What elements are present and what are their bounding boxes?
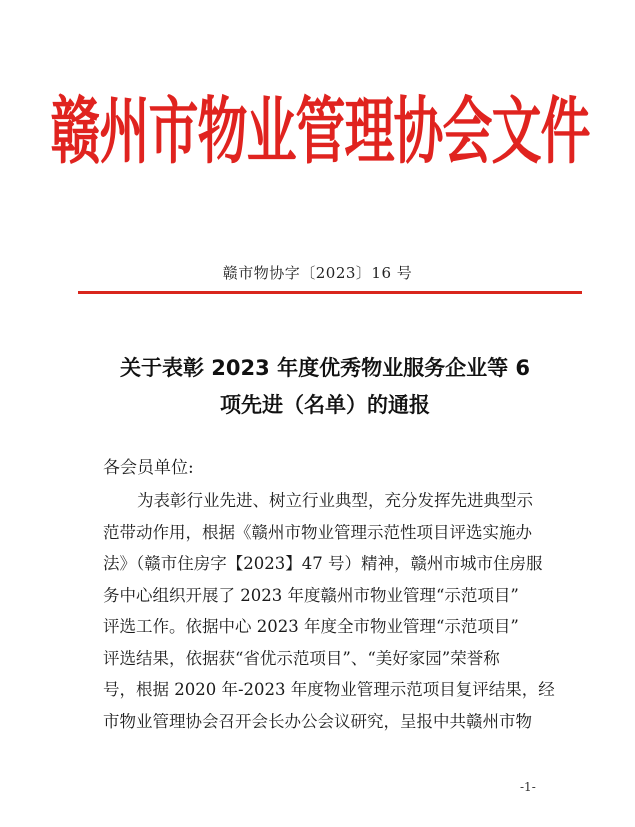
body-line: 为表彰行业先进、树立行业典型，充分发挥先进典型示 (137, 491, 533, 510)
salutation: 各会员单位: (103, 458, 194, 478)
document-number: 赣市物协字〔2023〕16 号 (222, 264, 413, 282)
masthead-title: 赣州市物业管理协会文件 (50, 89, 590, 175)
body-line: 号，根据 2020 年-2023 年度物业管理示范项目复评结果，经 (103, 680, 555, 699)
body-line: 评选结果，依据获“省优示范项目”、“美好家园”荣誉称 (103, 648, 500, 668)
notice-title-line-1: 关于表彰 2023 年度优秀物业服务企业等 6 (120, 356, 530, 380)
body-paragraph (103, 485, 573, 737)
page-number: -1- (520, 780, 536, 794)
body-line: 范带动作用，根据《赣州市物业管理示范性项目评选实施办 (103, 522, 532, 542)
body-line: 务中心组织开展了 2023 年度赣州市物业管理“示范项目” (103, 585, 519, 605)
notice-title (70, 350, 580, 424)
body-line: 法》（赣市住房字【2023】47 号）精神，赣州市城市住房服 (103, 554, 543, 573)
body-line: 市物业管理协会召开会长办公会议研究，呈报中共赣州市物 (103, 711, 532, 731)
masthead (50, 82, 590, 182)
body-line: 评选工作。依据中心 2023 年度全市物业管理“示范项目” (103, 617, 519, 636)
notice-title-line-2: 项先进（名单）的通报 (220, 393, 430, 417)
red-divider-line (78, 291, 582, 294)
